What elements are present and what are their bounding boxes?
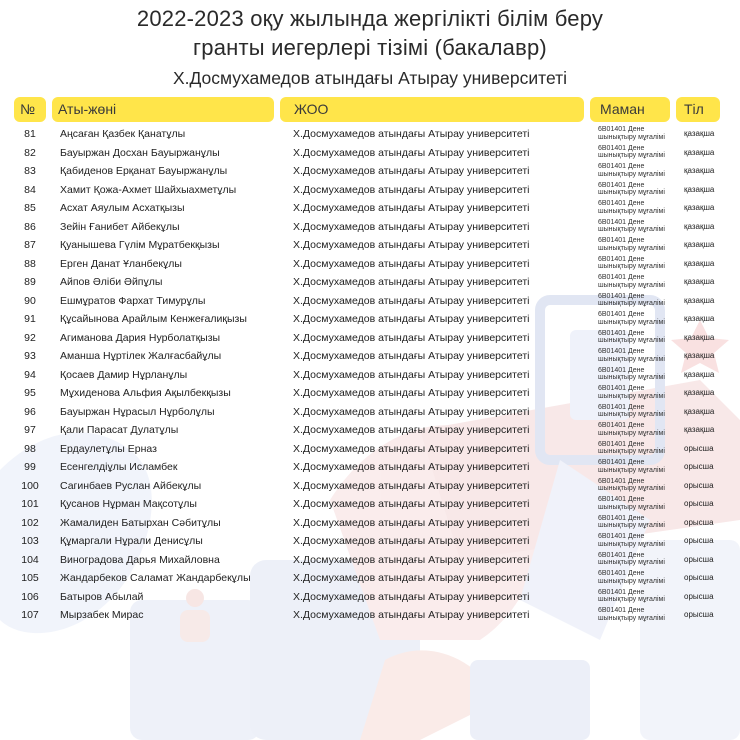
specialty-code: 6В01401 Дене [598,514,645,522]
row-language: қазақша [684,351,715,360]
specialty-code: 6В01401 Дене [598,459,645,466]
row-language: қазақша [684,240,715,249]
row-language: қазақша [684,388,715,397]
row-number: 89 [24,276,36,288]
specialty-title: шынықтыру мұғалімі [598,170,665,178]
row-name: Хамит Қожа-Ахмет Шайхыахметұлы [60,183,237,196]
row-university: Х.Досмухамедов атындағы Атырау университеті [293,553,530,566]
row-number: 87 [24,239,36,251]
row-number: 103 [21,535,39,547]
row-name: Сагинбаев Руслан Айбекұлы [60,479,202,492]
table-row [0,144,740,163]
specialty-code: 6В01401 Дене [598,274,645,281]
row-specialty [598,552,665,567]
table-row [0,366,740,385]
specialty-code: 6В01401 Дене [598,588,645,596]
row-name: Айпов Әліби Әйпұлы [60,276,163,288]
row-university: Х.Досмухамедов атындағы Атырау университеті [293,202,530,214]
specialty-title: шынықтыру мұғалімі [598,522,665,529]
header-number: № [14,97,46,122]
specialty-code: 6В01401 Дене [598,255,645,263]
row-number: 96 [24,405,36,418]
row-language: қазақша [684,277,715,286]
table-row [0,421,740,440]
row-university: Х.Досмухамедов атындағы Атырау университеті [293,424,530,436]
row-number: 100 [21,479,39,492]
table-row [0,458,740,477]
row-university: Х.Досмухамедов атындағы Атырау университеті [293,387,530,399]
row-number: 107 [21,609,39,621]
row-name: Қуанышева Гүлім Мұратбекқызы [60,239,220,251]
table-row [0,310,740,329]
row-language: орысша [684,536,714,545]
row-number: 82 [24,146,36,159]
table-row [0,273,740,292]
specialty-code: 6В01401 Дене [598,218,645,226]
specialty-title: шынықтыру мұғалімі [598,559,665,566]
row-specialty [598,126,665,141]
row-name: Батыров Абылай [60,590,144,603]
row-university: Х.Досмухамедов атындағы Атырау университеті [293,294,530,307]
row-specialty [598,385,665,400]
specialty-title: шынықтыру мұғалімі [598,540,665,548]
row-specialty [598,274,665,289]
specialty-title: шынықтыру мұғалімі [598,189,665,196]
row-name: Зейін Ғанибет Айбекұлы [60,220,180,233]
row-number: 88 [24,257,36,270]
specialty-code: 6В01401 Дене [598,292,645,300]
specialty-title: шынықтыру мұғалімі [598,429,665,437]
row-specialty [598,496,665,511]
row-specialty [598,182,665,197]
table-row [0,125,740,144]
row-language: қазақша [684,184,715,194]
page-title-line-2: гранты иегерлері тізімі (бакалавр) [193,35,547,60]
row-university: Х.Досмухамедов атындағы Атырау университеті [293,535,530,547]
table-row [0,477,740,496]
row-specialty [598,422,665,437]
row-specialty [598,441,665,456]
row-name: Агиманова Дария Нурболатқызы [60,331,221,344]
table-row [0,606,740,625]
row-university: Х.Досмухамедов атындағы Атырау университеті [293,331,530,344]
specialty-title: шынықтыру мұғалімі [598,577,665,585]
row-university: Х.Досмухамедов атындағы Атырау университеті [293,146,530,159]
header-specialty: Маман [590,97,670,122]
table-row [0,403,740,422]
row-specialty [598,570,665,585]
row-number: 99 [24,461,36,473]
row-specialty [598,256,665,271]
row-number: 101 [21,498,39,510]
row-specialty [598,589,665,604]
row-specialty [598,293,665,308]
row-specialty [598,367,665,382]
specialty-title: шынықтыру мұғалімі [598,374,665,381]
row-name: Бауыржан Досхан Бауыржанұлы [60,146,220,159]
page-title-line-1: 2022-2023 оқу жылында жергілікті білім беру [136,6,604,31]
row-number: 95 [24,387,36,399]
specialty-code: 6В01401 Дене [598,533,645,540]
row-name: Мырзабек Мирас [60,609,144,621]
row-number: 90 [24,294,36,307]
specialty-title: шынықтыру мұғалімі [598,614,665,622]
specialty-title: шынықтыру мұғалімі [598,411,665,418]
specialty-title: шынықтыру мұғалімі [598,596,665,603]
table-row [0,551,740,570]
row-university: Х.Досмухамедов атындағы Атырау университеті [293,368,530,381]
row-language: қазақша [684,258,715,268]
row-language: қазақша [684,406,715,416]
row-language: орысша [684,573,714,582]
table-row [0,218,740,237]
specialty-code: 6В01401 Дене [598,126,645,133]
specialty-title: шынықтыру мұғалімі [598,466,665,474]
specialty-title: шынықтыру мұғалімі [598,355,665,363]
row-number: 94 [24,368,36,381]
university-subtitle: Х.Досмухамедов атындағы Атырау университеті [172,68,568,88]
row-number: 92 [24,331,36,344]
specialty-code: 6В01401 Дене [598,551,645,559]
specialty-code: 6В01401 Дене [598,440,645,448]
specialty-title: шынықтыру мұғалімі [598,503,665,511]
specialty-title: шынықтыру мұғалімі [598,300,665,307]
row-name: Аңсаған Қазбек Қанатұлы [60,128,186,140]
specialty-title: шынықтыру мұғалімі [598,207,665,215]
row-language: орысша [684,462,714,471]
row-number: 105 [21,572,39,584]
row-name: Құмаргали Нұрали Денисұлы [60,535,203,547]
specialty-title: шынықтыру мұғалімі [598,318,665,326]
specialty-title: шынықтыру мұғалімі [598,226,665,233]
row-specialty [598,607,665,622]
table-row [0,384,740,403]
row-number: 85 [24,202,36,214]
row-specialty [598,478,665,493]
row-name: Ерген Данат Ұланбекұлы [60,257,182,270]
row-language: орысша [684,443,714,453]
specialty-title: шынықтыру мұғалімі [598,392,665,400]
row-name: Бауыржан Нұрасыл Нұрболұлы [60,405,215,418]
table-row [0,181,740,200]
table-row [0,162,740,181]
row-name: Виноградова Дарья Михайловна [60,553,220,566]
row-language: орысша [684,517,714,527]
row-number: 102 [21,516,39,529]
row-university: Х.Досмухамедов атындағы Атырау университеті [293,516,530,529]
row-university: Х.Досмухамедов атындағы Атырау университеті [293,183,530,196]
specialty-title: шынықтыру мұғалімі [598,133,665,141]
row-university: Х.Досмухамедов атындағы Атырау университеті [293,405,530,418]
row-language: қазақша [684,166,715,175]
table-row [0,292,740,311]
header-language: Тіл [676,97,720,122]
row-language: орысша [684,554,714,564]
row-language: қазақша [684,332,715,342]
specialty-title: шынықтыру мұғалімі [598,244,665,252]
row-name: Ердаулетұлы Ерназ [60,442,157,455]
row-language: орысша [684,610,714,619]
specialty-code: 6В01401 Дене [598,163,645,170]
row-number: 97 [24,424,36,436]
specialty-title: шынықтыру мұғалімі [598,448,665,455]
row-name: Қали Парасат Дулатұлы [60,424,179,436]
table-row [0,347,740,366]
row-specialty [598,200,665,215]
row-language: қазақша [684,221,715,231]
header-name: Аты-жөні [52,97,274,122]
specialty-title: шынықтыру мұғалімі [598,485,665,492]
specialty-code: 6В01401 Дене [598,144,645,152]
specialty-title: шынықтыру мұғалімі [598,152,665,159]
row-specialty [598,219,665,234]
specialty-code: 6В01401 Дене [598,200,645,207]
specialty-title: шынықтыру мұғалімі [598,337,665,344]
table-row [0,255,740,274]
row-specialty [598,330,665,345]
row-number: 84 [24,183,36,196]
row-specialty [598,459,665,474]
row-university: Х.Досмухамедов атындағы Атырау университеті [293,479,530,492]
row-language: орысша [684,591,714,601]
row-name: Асхат Аяулым Асхатқызы [60,202,185,214]
row-name: Қабиденов Ерқанат Бауыржанұлы [60,165,228,177]
specialty-code: 6В01401 Дене [598,311,645,318]
row-name: Жандарбеков Саламат Жандарбекұлы [60,572,251,584]
row-name: Қусанов Нұрман Мақсотұлы [60,498,197,510]
specialty-code: 6В01401 Дене [598,181,645,189]
row-university: Х.Досмухамедов атындағы Атырау университеті [293,350,530,362]
row-university: Х.Досмухамедов атындағы Атырау университеті [293,609,530,621]
row-university: Х.Досмухамедов атындағы Атырау университеті [293,590,530,603]
row-name: Есенгелдіұлы Исламбек [60,461,178,473]
table-row [0,329,740,348]
row-number: 104 [21,553,39,566]
row-specialty [598,515,665,530]
table-row [0,199,740,218]
row-university: Х.Досмухамедов атындағы Атырау университеті [293,276,530,288]
row-university: Х.Досмухамедов атындағы Атырау университеті [293,498,530,510]
specialty-code: 6В01401 Дене [598,422,645,429]
row-number: 91 [24,313,36,325]
table-row [0,236,740,255]
row-university: Х.Досмухамедов атындағы Атырау университеті [293,239,530,251]
specialty-code: 6В01401 Дене [598,403,645,411]
row-university: Х.Досмухамедов атындағы Атырау университеті [293,165,530,177]
header-university: ЖОО [280,97,584,122]
row-specialty [598,404,665,419]
grant-holders-table [0,125,740,625]
row-specialty [598,348,665,363]
table-row [0,588,740,607]
specialty-code: 6В01401 Дене [598,237,645,244]
row-name: Қосаев Дамир Нұрланұлы [60,368,188,381]
specialty-code: 6В01401 Дене [598,385,645,392]
specialty-code: 6В01401 Дене [598,329,645,337]
table-row [0,514,740,533]
row-name: Аманша Нұртілек Жалғасбайұлы [60,350,222,362]
row-specialty [598,145,665,160]
row-language: орысша [684,480,714,490]
row-language: қазақша [684,203,715,212]
specialty-title: шынықтыру мұғалімі [598,281,665,289]
row-specialty [598,533,665,548]
row-university: Х.Досмухамедов атындағы Атырау университеті [293,220,530,233]
row-language: қазақша [684,295,715,305]
specialty-code: 6В01401 Дене [598,348,645,355]
specialty-code: 6В01401 Дене [598,570,645,577]
specialty-code: 6В01401 Дене [598,607,645,614]
row-number: 98 [24,442,36,455]
specialty-code: 6В01401 Дене [598,477,645,485]
table-row [0,440,740,459]
specialty-title: шынықтыру мұғалімі [598,263,665,270]
row-language: қазақша [684,147,715,157]
row-name: Ешмұратов Фархат Тимурұлы [60,294,206,307]
row-name: Жамалиден Батырхан Сәбитұлы [60,516,221,529]
row-number: 81 [24,128,36,140]
row-university: Х.Досмухамедов атындағы Атырау университеті [293,572,530,584]
row-language: орысша [684,499,714,508]
row-language: қазақша [684,129,715,138]
row-university: Х.Досмухамедов атындағы Атырау университеті [293,461,530,473]
table-row [0,569,740,588]
row-university: Х.Досмухамедов атындағы Атырау университеті [293,313,530,325]
row-number: 93 [24,350,36,362]
row-language: қазақша [684,369,715,379]
row-specialty [598,163,665,178]
specialty-code: 6В01401 Дене [598,366,645,374]
row-university: Х.Досмухамедов атындағы Атырау университеті [293,442,530,455]
row-name: Мұхиденова Альфия Ақылбекқызы [60,387,231,399]
row-university: Х.Досмухамедов атындағы Атырау университеті [293,257,530,270]
table-row [0,495,740,514]
row-specialty [598,237,665,252]
row-specialty [598,311,665,326]
row-language: қазақша [684,425,715,434]
specialty-code: 6В01401 Дене [598,496,645,503]
row-number: 86 [24,220,36,233]
table-row [0,532,740,551]
row-number: 106 [21,590,39,603]
row-language: қазақша [684,314,715,323]
row-name: Құсайынова Арайлым Кенжеғалиқызы [60,313,247,325]
row-number: 83 [24,165,36,177]
row-university: Х.Досмухамедов атындағы Атырау университеті [293,128,530,140]
